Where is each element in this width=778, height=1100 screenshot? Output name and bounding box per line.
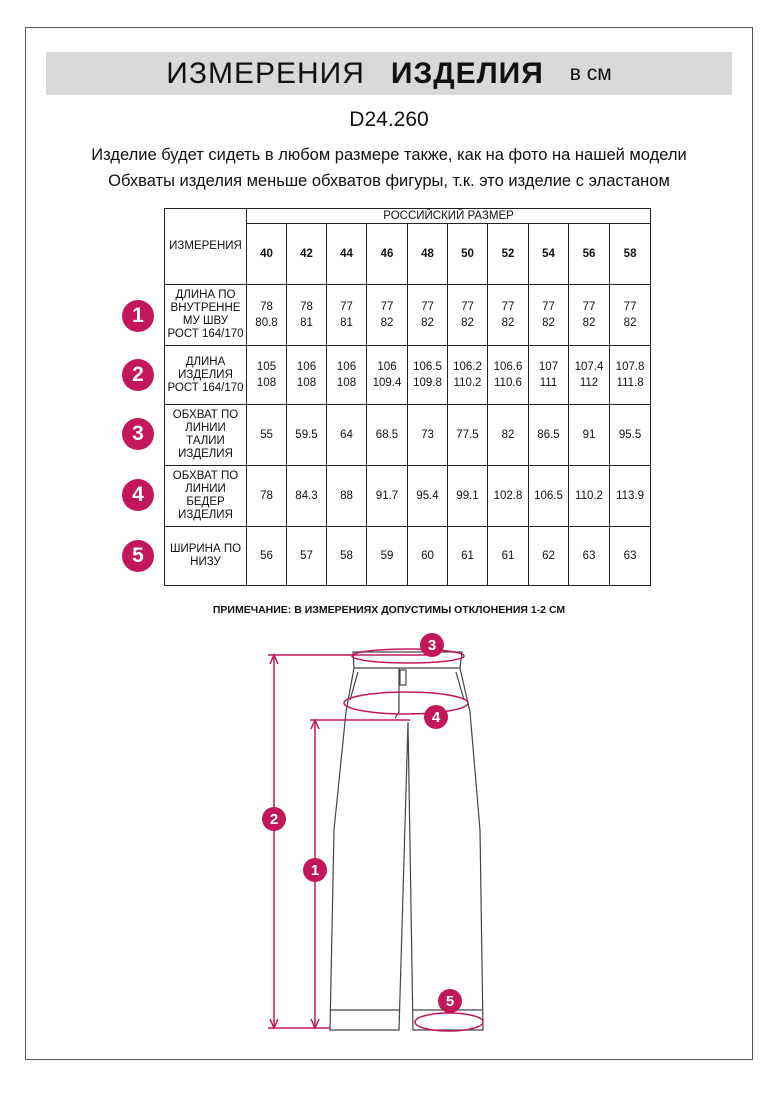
marker-hips: 4 [424, 705, 448, 729]
cell-value: 68.5 [375, 428, 399, 441]
row-number-badge: 2 [122, 359, 154, 391]
marker-length: 2 [262, 807, 286, 831]
row-number-badge: 5 [122, 540, 154, 572]
size-header-cell: 46 [367, 224, 408, 285]
cell-value: 111.8 [616, 376, 644, 389]
tolerance-remark: ПРИМЕЧАНИЕ: В ИЗМЕРЕНИЯХ ДОПУСТИМЫ ОТКЛОНЕНИЯ 1-2 СМ [212, 604, 566, 616]
cell-value: 77.5 [456, 428, 479, 441]
cell-value: 91 [582, 428, 596, 441]
cell-value: 109.8 [413, 376, 442, 389]
size-header-cell: 58 [610, 224, 651, 285]
cell-value: 73 [421, 428, 434, 441]
cell-value: 107.8 [615, 360, 645, 373]
cell-value: 107 [538, 360, 559, 373]
cell-value: 62 [542, 549, 555, 562]
cell-value: 106.6 [493, 360, 523, 373]
cell-value: 80.8 [255, 316, 278, 329]
row-number-badge: 1 [122, 300, 154, 332]
cell-value: 108 [256, 376, 277, 389]
cell-value: 81 [340, 316, 353, 329]
row-label-line: ИЗДЕЛИЯ [178, 448, 233, 460]
size-header-cell: 54 [529, 224, 569, 285]
cell-value: 78 [300, 300, 313, 313]
cell-value: 106.2 [453, 360, 482, 373]
row-label-line: РОСТ 164/170 [167, 381, 244, 394]
cell-value: 110.2 [575, 489, 603, 502]
size-header-cell: 56 [569, 224, 610, 285]
row-label-line: ВНУТРЕННЕ [170, 302, 241, 314]
cell-value: 107.4 [574, 360, 604, 373]
size-group-header: РОССИЙСКИЙ РАЗМЕР [247, 209, 651, 224]
cell-value: 86.5 [537, 428, 560, 441]
cell-value: 77 [582, 300, 596, 313]
right-pocket [456, 672, 464, 700]
cell-value: 108 [336, 376, 357, 389]
row-label-line: ДЛИНА [185, 355, 226, 368]
row-label-line: ЛИНИИ [185, 483, 226, 495]
cell-value: 109.4 [372, 376, 402, 389]
size-header-cell: 50 [448, 224, 488, 285]
cell-value: 82 [542, 316, 555, 329]
cell-value: 77 [421, 300, 434, 313]
fly-line [395, 668, 399, 718]
cell-value: 88 [340, 489, 353, 502]
row-label-line: ТАЛИИ [186, 435, 225, 447]
size-header-cell: 52 [488, 224, 529, 285]
cell-value: 77 [380, 300, 394, 313]
row-label-line: ОБХВАТ ПО [172, 470, 239, 482]
title-unit: в см [569, 61, 612, 85]
row-label-line: ШИРИНА ПО [169, 543, 242, 555]
cell-value: 82 [582, 316, 596, 329]
cell-value: 57 [300, 549, 313, 562]
cell-value: 61 [461, 549, 474, 562]
cell-value: 95.4 [416, 489, 439, 502]
cell-value: 59 [380, 549, 394, 562]
cell-value: 82 [421, 316, 434, 329]
cell-value: 106 [377, 360, 397, 373]
cell-value: 95.5 [618, 428, 642, 441]
cell-value: 78 [260, 489, 273, 502]
cell-value: 82 [461, 316, 474, 329]
size-header-cell: 42 [287, 224, 327, 285]
hem-ellipse [415, 1013, 483, 1031]
cell-value: 55 [260, 428, 273, 441]
marker-inseam: 1 [303, 858, 327, 882]
cell-value: 105 [256, 360, 277, 373]
measure-header: ИЗМЕРЕНИЯ [165, 209, 247, 285]
hips-ellipse [344, 692, 468, 714]
row-number-badge: 4 [122, 479, 154, 511]
row-label-line: ЛИНИИ [185, 422, 226, 434]
row-number-badge: 3 [122, 418, 154, 450]
row-label-line: МУ ШВУ [182, 315, 229, 327]
size-header-cell: 44 [327, 224, 367, 285]
cell-value: 106.5 [534, 489, 563, 502]
cell-value: 108 [296, 376, 317, 389]
cell-value: 110.2 [453, 376, 482, 389]
cell-value: 82 [380, 316, 394, 329]
cell-value: 59.5 [295, 428, 318, 441]
cell-value: 112 [579, 376, 599, 389]
marker-waist: 3 [420, 633, 444, 657]
cell-value: 91.7 [375, 489, 399, 502]
cell-value: 64 [340, 428, 353, 441]
cell-value: 81 [300, 316, 313, 329]
cell-value: 82 [501, 428, 515, 441]
cell-value: 82 [623, 316, 637, 329]
cell-value: 61 [501, 549, 515, 562]
row-label-line: ОБХВАТ ПО [172, 409, 239, 421]
row-label-line: РОСТ 164/170 [167, 328, 244, 340]
size-header-cell: 48 [408, 224, 448, 285]
cell-value: 77 [461, 300, 474, 313]
cell-value: 60 [421, 549, 434, 562]
row-label-line: ИЗДЕЛИЯ [178, 509, 233, 521]
cell-value: 63 [623, 549, 637, 562]
cell-value: 77 [623, 300, 637, 313]
title-part1: ИЗМЕРЕНИЯ [166, 56, 365, 90]
cell-value: 78 [260, 300, 273, 313]
cell-value: 106 [336, 360, 357, 373]
cell-value: 99.1 [456, 489, 479, 502]
cell-value: 106 [296, 360, 317, 373]
row-label-line: БЕДЕР [186, 496, 225, 508]
cell-value: 56 [260, 549, 273, 562]
cell-value: 84.3 [295, 489, 318, 502]
article-code: D24.260 [349, 108, 429, 131]
trousers-body [330, 668, 483, 1030]
row-label-line: НИЗУ [190, 556, 221, 568]
row-label-line: ДЛИНА ПО [175, 289, 236, 301]
cell-value: 106.5 [413, 360, 442, 373]
row-label-line: ИЗДЕЛИЯ [178, 368, 233, 381]
cell-value: 58 [340, 549, 353, 562]
fly-button [400, 670, 406, 685]
cell-value: 63 [582, 549, 596, 562]
waist-ellipse [352, 649, 464, 663]
cell-value: 77 [542, 300, 555, 313]
stretch-note: Обхваты изделия меньше обхватов фигуры, т.к. это изделие с эластаном [108, 172, 670, 190]
cell-value: 111 [539, 376, 558, 389]
cell-value: 77 [501, 300, 515, 313]
title-part2: ИЗДЕЛИЯ [390, 56, 544, 90]
cell-value: 110.6 [494, 376, 522, 389]
cell-value: 82 [501, 316, 515, 329]
fit-note: Изделие будет сидеть в любом размере также, как на фото на нашей модели [91, 146, 687, 164]
cell-value: 102.8 [493, 489, 523, 502]
size-header-cell: 40 [247, 224, 287, 285]
cell-value: 77 [340, 300, 353, 313]
cell-value: 113.9 [616, 489, 645, 502]
marker-hem: 5 [438, 989, 462, 1013]
